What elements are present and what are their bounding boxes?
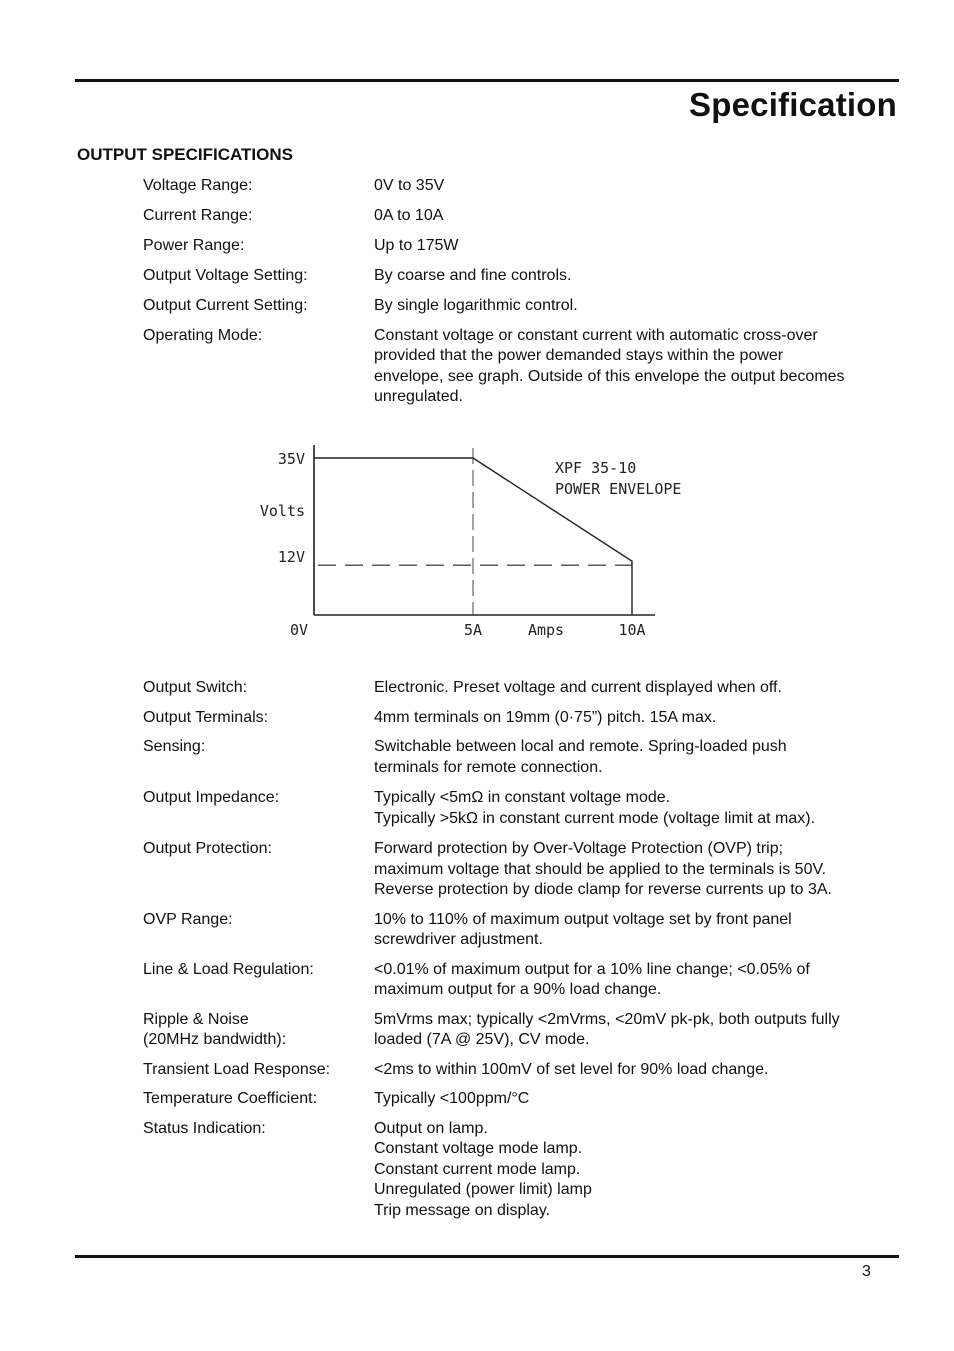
chart-title: XPF 35-10	[555, 459, 637, 477]
spec-value-line: provided that the power demanded stays within the power	[374, 347, 784, 364]
spec-value	[374, 678, 903, 699]
spec-row	[143, 910, 903, 951]
spec-value-line: Typically >5kΩ in constant current mode (voltage limit at max).	[374, 809, 816, 827]
spec-label: Voltage Range:	[143, 177, 253, 194]
spec-row	[143, 1060, 903, 1081]
spec-row	[143, 1089, 903, 1110]
spec-label: Output Switch:	[143, 679, 248, 696]
spec-value	[374, 960, 903, 1001]
spec-label: Line & Load Regulation:	[143, 960, 314, 978]
spec-row	[143, 839, 903, 901]
section-heading: OUTPUT SPECIFICATIONS	[77, 145, 293, 164]
spec-value-line: Up to 175W	[374, 237, 459, 254]
y-axis-label: Volts	[259, 502, 305, 520]
x-axis-label: Amps	[527, 621, 565, 639]
spec-row	[143, 708, 903, 729]
spec-value-line: envelope, see graph. Outside of this envelope the output becomes	[374, 367, 845, 385]
spec-value-line: maximum output for a 90% load change.	[374, 981, 662, 998]
spec-value-line: 0A to 10A	[374, 207, 444, 224]
spec-value	[374, 708, 903, 729]
spec-row	[143, 960, 903, 1001]
footer-rule	[75, 1255, 899, 1258]
spec-value-line: Constant current mode lamp.	[374, 1160, 581, 1178]
spec-value-line: <2ms to within 100mV of set level for 90% load change.	[374, 1060, 769, 1078]
spec-value	[374, 839, 903, 901]
y-tick-label: 35V	[277, 450, 305, 468]
spec-label: Operating Mode:	[143, 326, 263, 344]
spec-value-line: Switchable between local and remote. Spring-loaded push	[374, 738, 787, 755]
spec-list-bottom	[143, 678, 903, 1221]
spec-value-line: Typically <100ppm/°C	[374, 1090, 530, 1107]
spec-label: Transient Load Response:	[143, 1060, 331, 1078]
spec-value-line: Forward protection by Over-Voltage Protection (OVP) trip;	[374, 840, 784, 857]
spec-value-line: 10% to 110% of maximum output voltage set by front panel	[374, 910, 792, 928]
spec-label: Power Range:	[143, 237, 245, 254]
spec-value	[374, 1060, 903, 1081]
spec-value-line: <0.01% of maximum output for a 10% line change; <0.05% of	[374, 960, 810, 978]
spec-row	[143, 1119, 903, 1222]
spec-value	[374, 1119, 903, 1222]
spec-value-line: loaded (7A @ 25V), CV mode.	[374, 1031, 590, 1048]
spec-value-line: Output on lamp.	[374, 1119, 488, 1137]
spec-value	[374, 1010, 903, 1051]
spec-value-line: 4mm terminals on 19mm (0·75”) pitch. 15A max.	[374, 708, 717, 726]
spec-label: Ripple & Noise (20MHz bandwidth):	[143, 1010, 287, 1048]
spec-label: Temperature Coefficient:	[143, 1090, 318, 1107]
spec-value-line: Trip message on display.	[374, 1201, 551, 1219]
spec-label: Current Range:	[143, 207, 253, 224]
spec-label: Sensing:	[143, 738, 206, 755]
spec-value-line: Typically <5mΩ in constant voltage mode.	[374, 789, 671, 806]
chart-subtitle: POWER ENVELOPE	[555, 480, 682, 498]
spec-value-line: By single logarithmic control.	[374, 297, 578, 314]
spec-label: Output Voltage Setting:	[143, 267, 308, 284]
spec-value-line: unregulated.	[374, 388, 463, 405]
y-tick-label: 12V	[277, 548, 305, 566]
spec-value-line: Reverse protection by diode clamp for reverse currents up to 3A.	[374, 881, 832, 898]
x-tick-label: 5A	[463, 621, 483, 639]
spec-label: OVP Range:	[143, 910, 233, 928]
spec-label: Status Indication:	[143, 1119, 266, 1137]
spec-row	[143, 678, 903, 699]
spec-label: Output Impedance:	[143, 789, 280, 806]
spec-label: Output Protection:	[143, 840, 272, 857]
spec-value-line: By coarse and fine controls.	[374, 267, 572, 284]
spec-value-line: 0V to 35V	[374, 177, 445, 194]
spec-value-line: 5mVrms max; typically <2mVrms, <20mV pk-pk, both outputs fully	[374, 1010, 840, 1028]
spec-label: Output Current Setting:	[143, 297, 308, 314]
page-number: 3	[862, 1263, 871, 1280]
spec-value	[374, 910, 903, 951]
spec-value-line: Electronic. Preset voltage and current displayed when off.	[374, 679, 782, 696]
spec-value	[374, 737, 903, 778]
spec-value-line: Unregulated (power limit) lamp	[374, 1181, 592, 1198]
spec-row	[143, 788, 903, 829]
x-tick-label: 0V	[289, 621, 309, 639]
spec-value	[374, 1089, 903, 1110]
spec-value	[374, 788, 903, 829]
spec-value-line: Constant voltage or constant current with automatic cross-over	[374, 326, 818, 344]
spec-row	[143, 737, 903, 778]
spec-value-line: screwdriver adjustment.	[374, 931, 543, 948]
spec-row	[143, 1010, 903, 1051]
spec-value-line: maximum voltage that should be applied to the terminals is 50V.	[374, 860, 827, 878]
page-title: Specification	[689, 86, 897, 123]
x-tick-label: 10A	[618, 621, 646, 639]
spec-value-line: Constant voltage mode lamp.	[374, 1140, 583, 1157]
spec-label: Output Terminals:	[143, 708, 269, 726]
spec-value-line: terminals for remote connection.	[374, 758, 603, 776]
